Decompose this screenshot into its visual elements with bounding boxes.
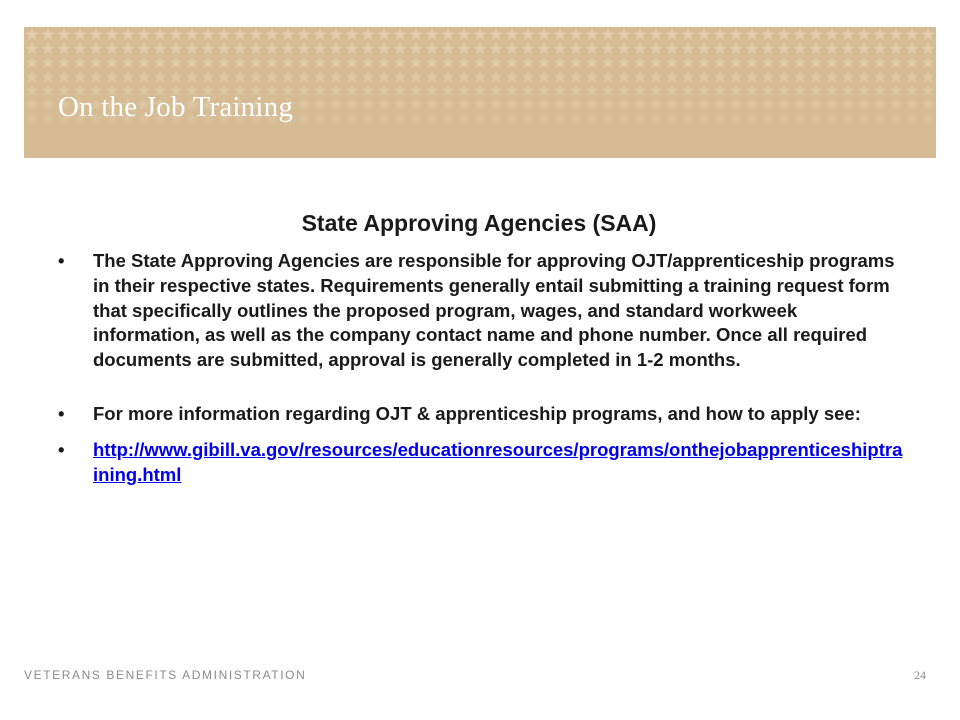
title-banner	[24, 27, 936, 158]
bullet-item-more-info	[56, 402, 906, 427]
footer-organization: VETERANS BENEFITS ADMINISTRATION	[24, 668, 307, 682]
bullet-item-saa-description	[56, 249, 906, 373]
slide-title: On the Job Training	[58, 91, 294, 123]
bullet-text: The State Approving Agencies are responsible for approving OJT/apprenticeship programs in their respective states. Requirements generally entail submitting a training request form that specifically outlines the proposed program, wages, and standard workweek information, as well as the company contact name and phone number. Once all required documents are submitted, approval is generally completed in 1-2 months.	[93, 250, 895, 371]
bullet-list	[56, 249, 906, 487]
bullet-icon: •	[58, 438, 65, 460]
section-heading: State Approving Agencies (SAA)	[301, 210, 657, 236]
slide-body	[56, 210, 906, 487]
gibill-ojt-link[interactable]: http://www.gibill.va.gov/resources/educationresources/programs/onthejobapprenticeshiptraining.html	[93, 438, 903, 485]
bullet-text: For more information regarding OJT & apprenticeship programs, and how to apply see:	[93, 402, 861, 424]
bullet-icon: •	[58, 250, 65, 271]
bullet-icon: •	[58, 402, 65, 424]
bullet-item-link	[56, 438, 906, 488]
page-number: 24	[914, 668, 926, 682]
